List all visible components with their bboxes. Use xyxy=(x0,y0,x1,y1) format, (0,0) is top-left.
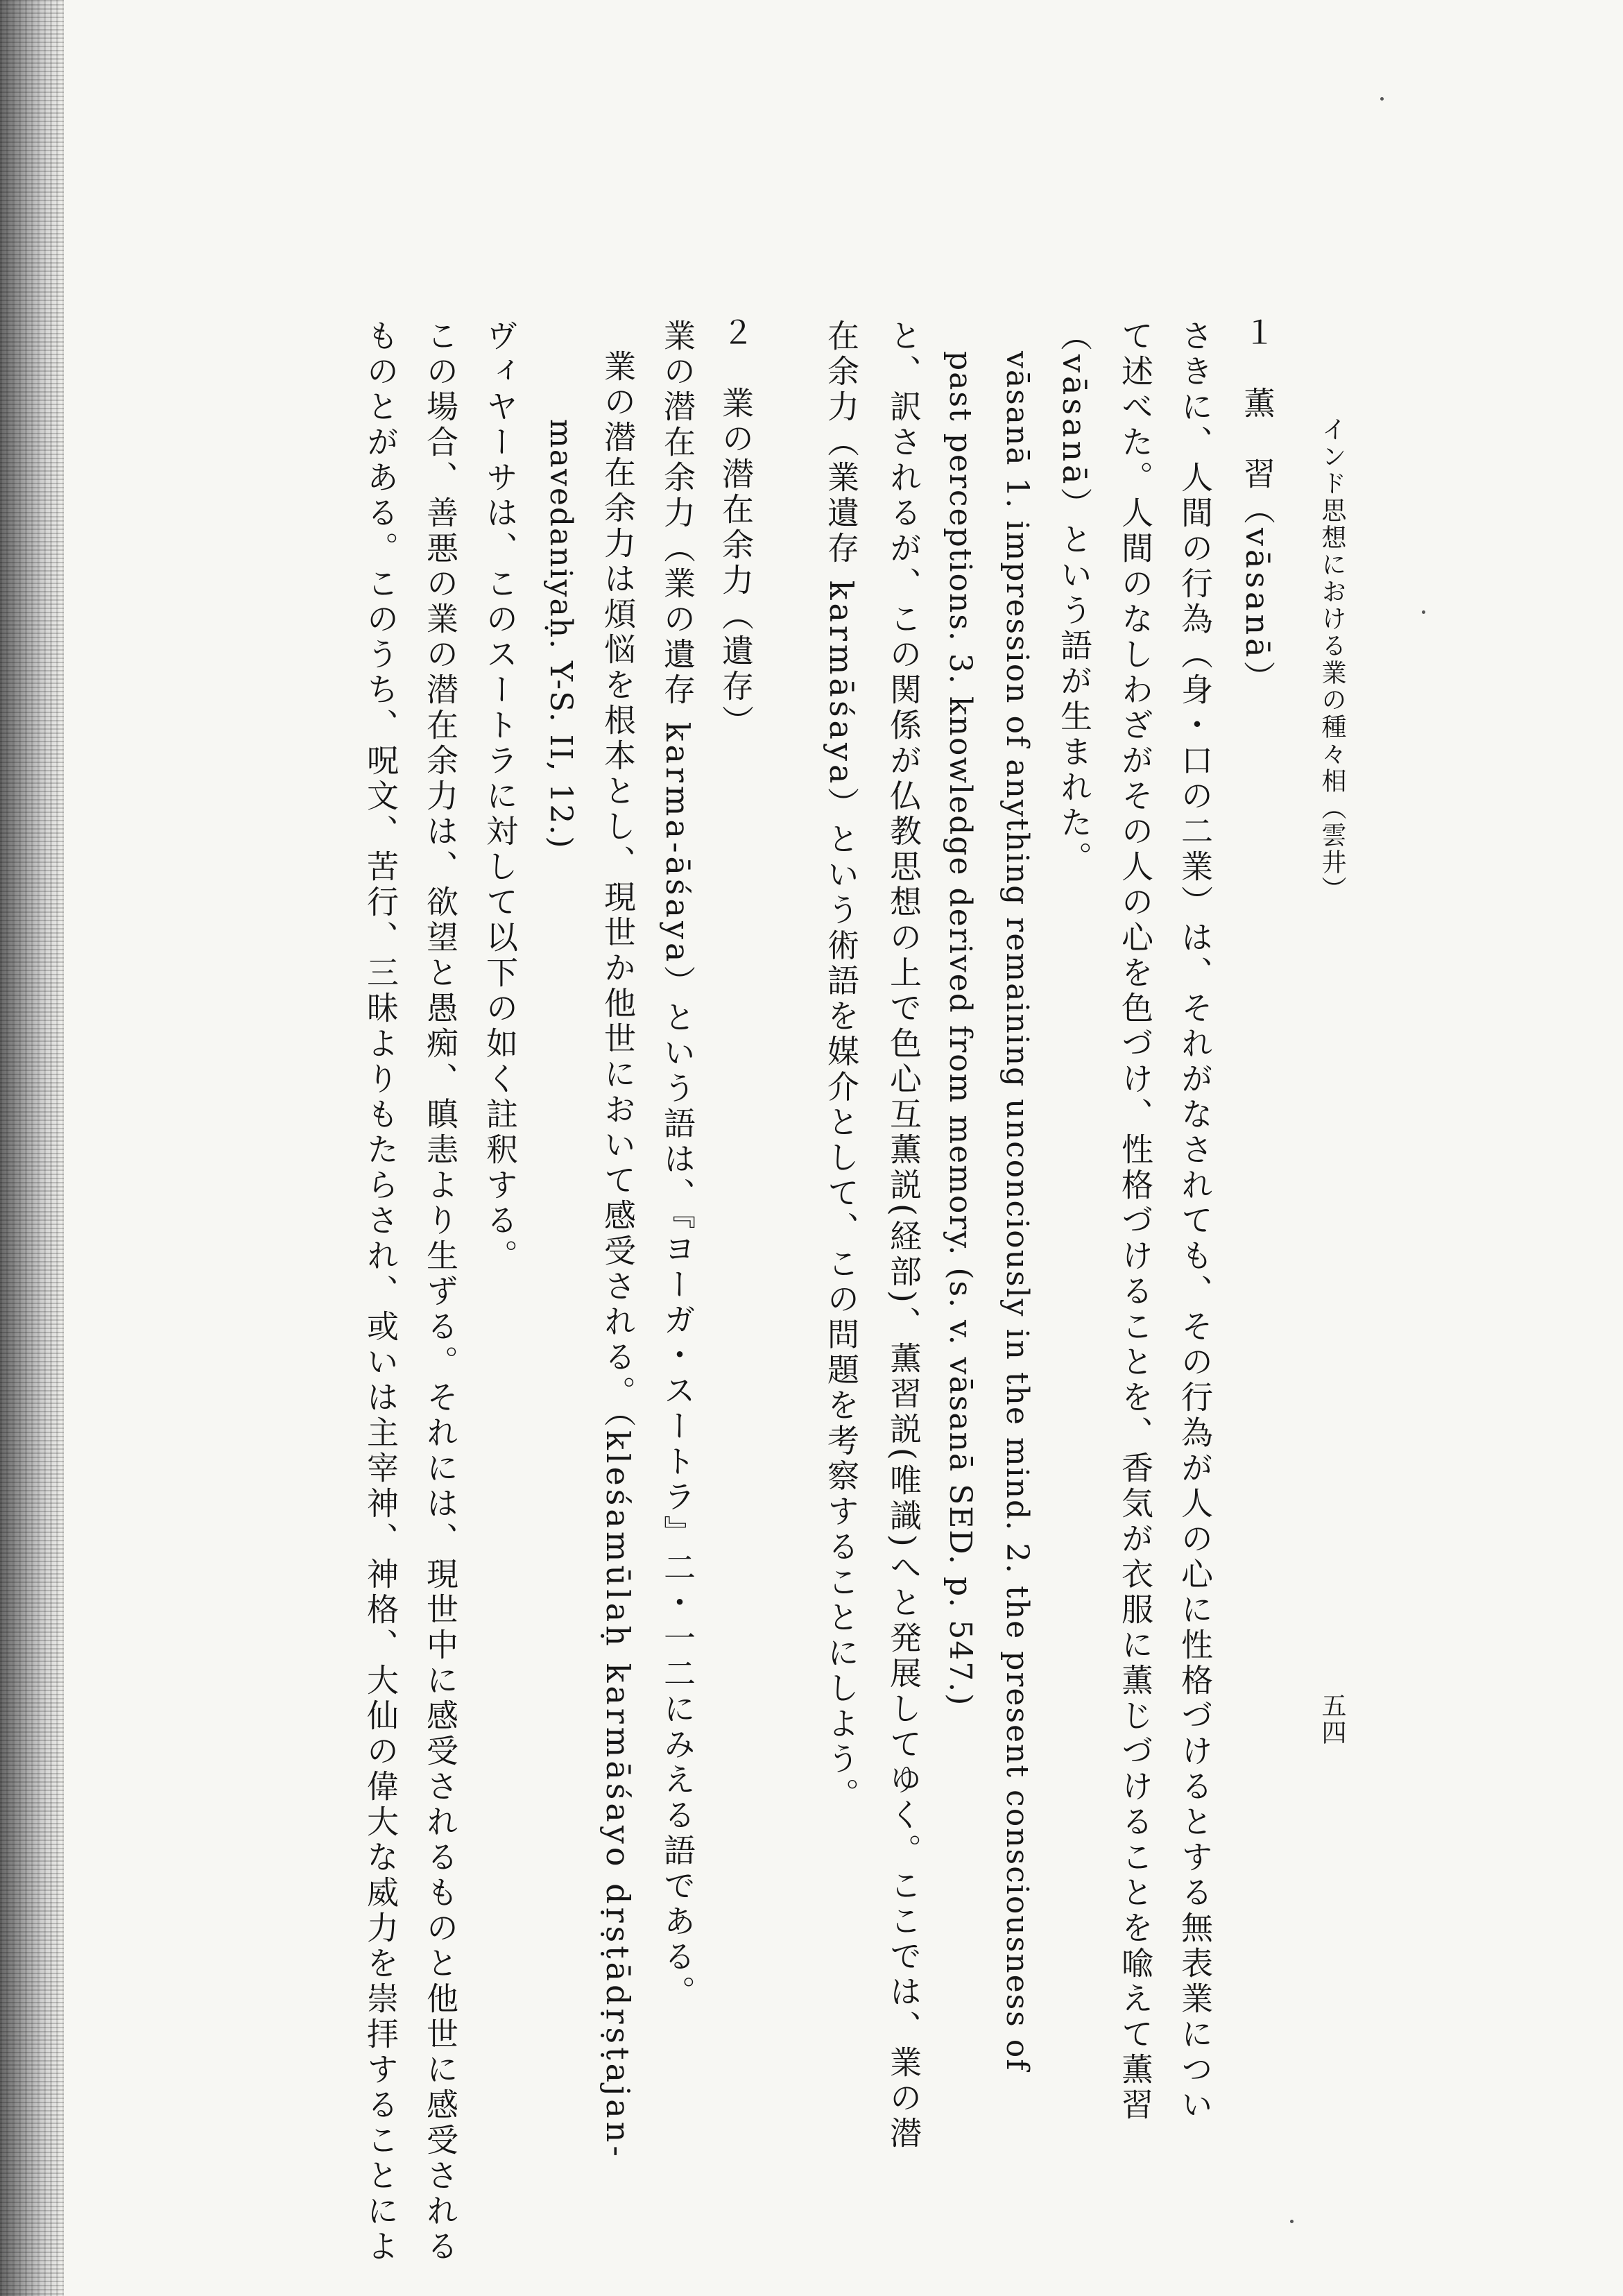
section-2-heading: ２ 業の潜在余力（遺存） xyxy=(717,316,755,740)
page-number: 五四 xyxy=(1318,1693,1346,1747)
section-1-para-2-line-1: と、訳されるが、この関係が仏教思想の上で色心互薫説(経部)、薫習説(唯識)へと発展してゆく。ここでは、業の潜 xyxy=(885,319,922,2152)
section-2-para-1-line-1: 業の潜在余力（業の遺存 karma-āśaya）という語は、『ヨーガ・スートラ』二・一二にみえる語である。 xyxy=(659,319,696,2011)
section-1-para-1-line-3: （vāsanā）という語が生まれた。 xyxy=(1056,319,1093,877)
section-1-para-1-line-2: て述べた。人間のなしわざがその人の心を色づけ、性格づけることを、香気が衣服に薫じづけることを喩えて薫習 xyxy=(1117,319,1154,2123)
running-title: インド思想における業の種々相（雲井） xyxy=(1318,416,1346,903)
section-2-para-2-line-2: この場合、善悪の業の潜在余力は、欲望と愚痴、瞋恚より生ずる。それには、現世中に感受されるものと他世に感受される xyxy=(422,319,459,2265)
section-2-para-2-line-1: ヴィヤーサは、このスートラに対して以下の如く註釈する。 xyxy=(481,319,519,1274)
yoga-sutra-quote-line-1: 業の潜在余力は煩悩を根本とし、現世か他世において感受される。（kleśamūlaḥ karmāśayo dṛṣṭādṛṣṭajan- xyxy=(599,350,637,2160)
scan-speck xyxy=(1290,2220,1294,2223)
scan-speck xyxy=(1422,610,1425,614)
definition-line-2: past perceptions. 3. knowledge derived from memory. (s. v. vāsanā SED. p. 547.) xyxy=(943,351,978,1707)
section-1-para-2-line-2: 在余力（業遺存 karmāśaya）という術語を媒介として、この問題を考察することにしよう。 xyxy=(823,319,860,1813)
scan-edge-shadow xyxy=(0,0,64,2296)
section-2-para-2-line-3: ものとがある。このうち、呪文、苦行、三昧よりもたらされ、或いは主宰神、神格、大仙の偉大な威力を崇拝することによ xyxy=(362,319,400,2265)
yoga-sutra-quote-line-2: mavedaniyaḥ. Y-S. II, 12.) xyxy=(543,419,578,850)
section-1-heading: １ 薫 習（vāsanā） xyxy=(1239,316,1276,696)
section-1-para-1-line-1: さきに、人間の行為（身・口の二業）は、それがなされても、その行為が人の心に性格づけるとする無表業につい xyxy=(1176,319,1214,2123)
scan-speck xyxy=(1380,97,1384,101)
definition-line-1: vāsanā 1. impression of anything remaining unconciously in the mind. 2. the present consciousness of xyxy=(999,351,1035,2072)
